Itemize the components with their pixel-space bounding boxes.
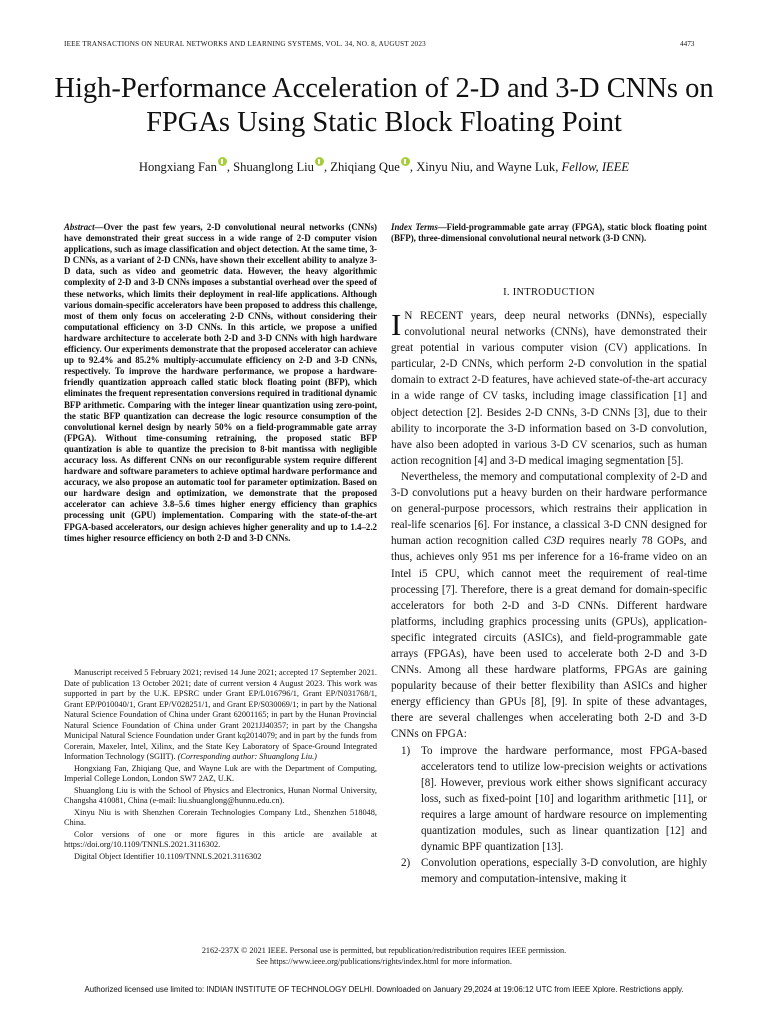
author-names-rest: , Xinyu Niu, and Wayne Luk,: [409, 160, 559, 174]
author-name: Zhiqiang Que: [330, 160, 400, 174]
page-number: 4473: [680, 40, 695, 48]
author-name: Hongxiang Fan: [138, 160, 217, 174]
drop-cap: I: [391, 307, 402, 342]
running-header: IEEE TRANSACTIONS ON NEURAL NETWORKS AND LEARNING SYSTEMS, VOL. 34, NO. 8, AUGUST 2023: [64, 40, 426, 48]
orcid-icon[interactable]: [315, 157, 324, 166]
list-item: 2) Convolution operations, especially 3-D convolution, are highly memory and computation-intensive, making it: [401, 857, 707, 886]
challenge-list: [391, 743, 707, 888]
intro-paragraph: Nevertheless, the memory and computational complexity of 2-D and 3-D convolutions put a heavy burden on their hardware performance on general-purpose processors, which restrains their application in real-life scenarios [6]. For instance, a classical 3-D CNN designed for human action recognition called C3D requires nearly 78 GOPs, and thus, achieves only 951 ms per inference for a 16-frame video on an Intel i5 CPU, which cannot meet the requirement of real-time processing [7]. Therefore, there is a great demand for domain-specific accelerators for both 2-D and 3-D CNNs. Different hardware platforms, including graphics processing units (GPUs), application-specific integrated circuits (ASICs), and field-programmable gate arrays (FPGAs), have been used to accelerate both 2-D and 3-D CNNs. Among all these hardware platforms, FPGAs are gaining popularity because of their better flexibility than ASICs and higher energy efficiency than GPUs [8], [9]. In spite of these advantages, there are several challenges when accelerating both 2-D and 3-D CNNs on FPGA:: [391, 470, 707, 741]
intro-paragraph: I N RECENT years, deep neural networks (DNNs), especially convolutional neural networks (CNNs), have demonstrated their great potential in various computer vision (CV) applications. In particular, 2-D CNNs, which perform 2-D convolution in the spatial domain to extract 2-D features, have achieved state-of-the-art accuracy in a wide range of CV tasks, including image classification [1] and object detection [2]. Besides 2-D CNNs, 3-D CNNs [3], due to their ability to incorporate the 3-D information based on 3-D convolution, have also been adopted in various 3-D CV scenarios, such as human action recognition [4] and 3-D medical imaging segmentation [5].: [391, 307, 707, 467]
footnote-affiliation: Hongxiang Fan, Zhiqiang Que, and Wayne Luk are with the Department of Computing, Imperial College London, London SW7 2AZ, U.K.: [64, 763, 377, 783]
orcid-icon[interactable]: [401, 157, 410, 166]
section-heading: I. INTRODUCTION: [503, 287, 595, 298]
list-item: 1) To improve the hardware performance, most FPGA-based accelerators tend to utilize low-precision weights or activations [8]. However, previous work either shows significant accuracy loss, such as fixed-point [10] and logarithm arithmetic [11], or requires a large amount of hardware resource on implementing quantization modules, such as linear quantization [12] and dynamic BPF quantization [13].: [401, 744, 707, 854]
footnote-funding: Manuscript received 5 February 2021; revised 14 June 2021; accepted 17 September 2021. Date of publication 13 October 2021; date of current version 4 August 2023. This work was supported in part by the U.K. EPSRC under Grant EP/L016796/1, Grant EP/N031768/1, Grant EP/P010040/1, Grant EP/V028251/1, and Grant EP/S030069/1; in part by the National Natural Science Foundation of China under Grant 62001165; in part by the Hunan Provincial Natural Science Foundation of China under Grant 2021JJ40357; in part by the Changsha Municipal Natural Science Foundation under Grant kq2014079; and in part by the funds from Corerain, Maxeler, Intel, Xilinx, and the State Key Laboratory of Space-Ground Integrated Information Technology (SGIIT). (Corresponding author: Shuanglong Liu.): [64, 668, 377, 761]
introduction-body: [391, 308, 707, 887]
copyright-notice: 2162-237X © 2021 IEEE. Personal use is permitted, but republication/redistribution requires IEEE permission. See https://www.ieee.org/publications/rights/index.html for more information.: [201, 946, 567, 966]
index-terms: Index Terms—Field-programmable gate array (FPGA), static block floating point (BFP), three-dimensional convolutional neural network (3-D CNN).: [391, 222, 707, 244]
footnote-affiliation: Xinyu Niu is with Shenzhen Corerain Technologies Company Ltd., Shenzhen 518048, China.: [64, 807, 377, 827]
index-terms-text: Field-programmable gate array (FPGA), static block floating point (BFP), three-dimensional convolutional neural network (3-D CNN).: [391, 222, 707, 244]
license-line: Authorized licensed use limited to: INDIAN INSTITUTE OF TECHNOLOGY DELHI. Downloaded on January 29,2024 at 19:06:12 UTC from IEEE Xplore. Restrictions apply.: [84, 985, 684, 994]
footnotes: [64, 668, 377, 863]
paper-title: High-Performance Acceleration of 2-D and 3-D CNNs on FPGAs Using Static Block Floating Point: [54, 73, 714, 138]
author-list: Hongxiang Fan , Shuanglong Liu , Zhiqiang Que , Xinyu Niu, and Wayne Luk, Fellow, IEEE: [60, 157, 708, 175]
author-name: Shuanglong Liu: [233, 160, 314, 174]
abstract-text: Over the past few years, 2-D convolutional neural networks (CNNs) have demonstrated their great success in a wide range of 2-D computer vision applications, such as image classification and object detection. At the same time, 3-D CNNs, as a variant of 2-D CNNs, have shown their excellent ability to analyze 3-D data, such as video and geometric data. However, the heavy algorithmic complexity of 2-D and 3-D CNNs imposes a substantial overhead over the speed of these networks, which limits their deployment in real-life applications. Although various domain-specific accelerators have been proposed to address this challenge, most of them only focus on accelerating 2-D CNNs, without considering their computational efficiency on 3-D CNNs. In this article, we propose a unified hardware architecture to accelerate both 2-D and 3-D CNNs with high hardware efficiency. Our experiments demonstrate that the proposed accelerator can achieve up to 92.4% and 85.2% multiply-accumulate efficiency on 2-D and 3-D CNNs, respectively. To improve the hardware performance, we propose a hardware-friendly quantization approach called static block floating point (BFP), which eliminates the frequent representation conversions required in traditional dynamic BFP arithmetic. Comparing with the integer linear quantization using zero-point, the static BFP quantization can decrease the logic resource consumption of the convolutional kernel design by nearly 50% on a field-programmable gate array (FPGA). Without time-consuming retraining, the proposed static BFP quantization is able to quantize the precision to 8-bit mantissa with negligible accuracy loss. As different CNNs on our reconfigurable system require different hardware and software parameters to achieve optimal hardware performance and accuracy, we also propose an automatic tool for parameter optimization. Based on our hardware design and optimization, we demonstrate that the proposed accelerator can achieve 3.8–5.6 times higher energy efficiency than graphics processing unit (GPU) implementation. Comparing with the state-of-the-art FPGA-based accelerators, our design achieves higher generality and up to 1.4–2.2 times higher resource efficiency on both 2-D and 3-D CNNs.: [64, 222, 377, 543]
author-fellow: Fellow, IEEE: [561, 160, 630, 174]
orcid-icon[interactable]: [218, 157, 227, 166]
index-terms-lead: Index Terms: [391, 222, 438, 232]
abstract: Abstract—Over the past few years, 2-D convolutional neural networks (CNNs) have demonstrated their great success in a wide range of 2-D computer vision applications, such as image classification and object detection. At the same time, 3-D CNNs, as a variant of 2-D CNNs, have shown their excellent ability to analyze 3-D data, such as video and geometric data. However, the heavy algorithmic complexity of 2-D and 3-D CNNs imposes a substantial overhead over the speed of these networks, which limits their deployment in real-life applications. Although various domain-specific accelerators have been proposed to address this challenge, most of them only focus on accelerating 2-D CNNs, without considering their computational efficiency on 3-D CNNs. In this article, we propose a unified hardware architecture to accelerate both 2-D and 3-D CNNs with high hardware efficiency. Our experiments demonstrate that the proposed accelerator can achieve up to 92.4% and 85.2% multiply-accumulate efficiency on 2-D and 3-D CNNs, respectively. To improve the hardware performance, we propose a hardware-friendly quantization approach called static block floating point (BFP), which eliminates the frequent representation conversions required in traditional dynamic BFP arithmetic. Comparing with the integer linear quantization using zero-point, the static BFP quantization can decrease the logic resource consumption of the convolutional kernel design by nearly 50% on a field-programmable gate array (FPGA). Without time-consuming retraining, the proposed static BFP quantization is able to quantize the precision to 8-bit mantissa with negligible accuracy loss. As different CNNs on our reconfigurable system require different hardware and software parameters to achieve optimal hardware performance and accuracy, we also propose an automatic tool for parameter optimization. Based on our hardware design and optimization, we demonstrate that the proposed accelerator can achieve 3.8–5.6 times higher energy efficiency than graphics processing unit (GPU) implementation. Comparing with the state-of-the-art FPGA-based accelerators, our design achieves higher generality and up to 1.4–2.2 times higher resource efficiency on both 2-D and 3-D CNNs.: [64, 222, 377, 543]
footnote-color: Color versions of one or more figures in this article are available at https://doi.org/10.1109/TNNLS.2021.3116302.: [64, 829, 377, 849]
footnote-doi: Digital Object Identifier 10.1109/TNNLS.2021.3116302: [74, 851, 262, 861]
footnote-affiliation: Shuanglong Liu is with the School of Physics and Electronics, Hunan Normal University, Changsha 410081, China (e-mail: liu.shuanglong@hunnu.edu.cn).: [64, 785, 377, 805]
abstract-lead: Abstract: [64, 222, 95, 232]
